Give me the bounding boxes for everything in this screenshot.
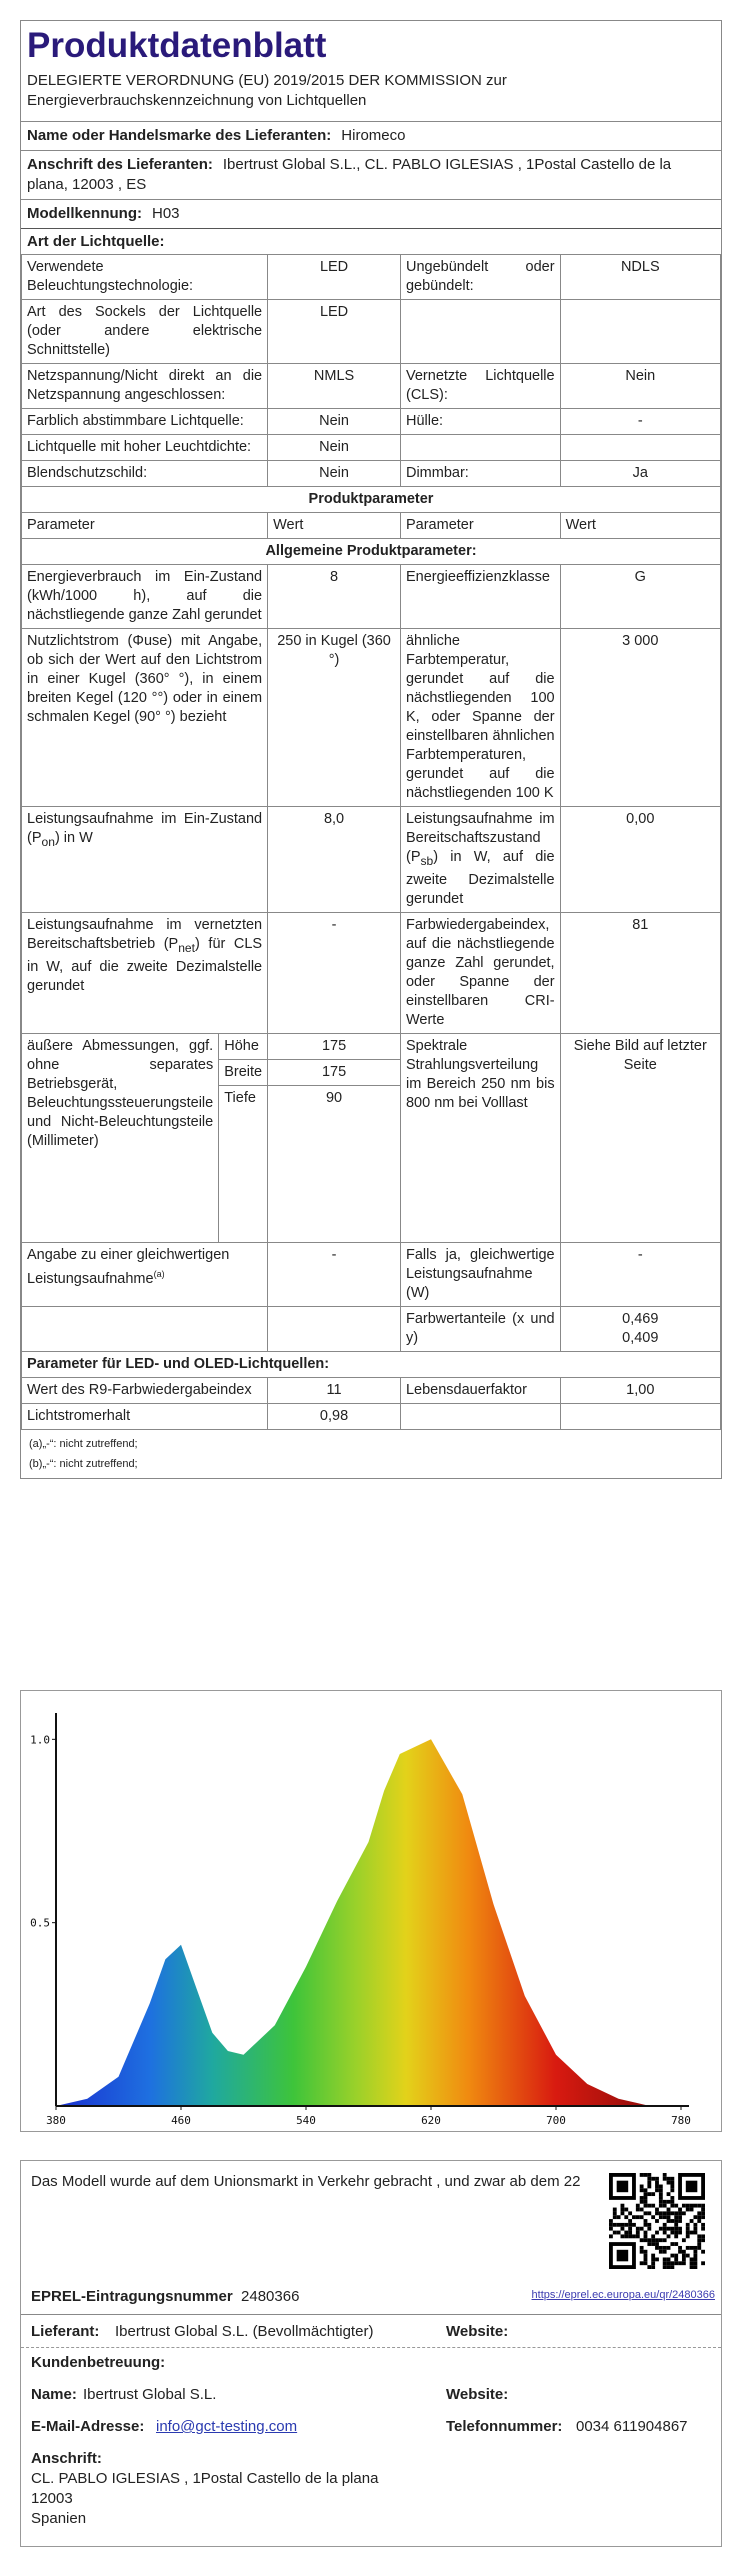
name-value: Ibertrust Global S.L. xyxy=(83,2386,217,2403)
param-value: 8,0 xyxy=(268,807,401,913)
param-value: 11 xyxy=(268,1377,401,1403)
param-label xyxy=(22,807,268,913)
param-label: Energieverbrauch im Ein-Zustand (kWh/1000 h), auf die nächstliegende ganze Zahl gerundet xyxy=(22,565,268,629)
table-row xyxy=(22,539,721,565)
x-tick-label: 700 xyxy=(546,2114,566,2127)
table-row xyxy=(22,1377,721,1403)
table-row xyxy=(22,461,721,487)
empty-cell xyxy=(268,1306,401,1351)
label-subscript: net xyxy=(178,940,196,955)
table-row xyxy=(22,1242,721,1306)
param-label: Netzspannung/Nicht direkt an die Netzspannung angeschlossen: xyxy=(22,364,268,409)
table-row xyxy=(22,409,721,435)
param-label: Farblich abstimmbare Lichtquelle: xyxy=(22,409,268,435)
regulation-subtitle: DELEGIERTE VERORDNUNG (EU) 2019/2015 DER KOMMISSION zur Energieverbrauchskennzeichnung von Lichtquellen xyxy=(27,72,507,109)
page-title: Produktdatenblatt xyxy=(27,26,327,65)
address-label: Anschrift: xyxy=(31,2450,102,2467)
depth-label: Tiefe xyxy=(224,1089,256,1106)
param-value xyxy=(560,435,720,461)
param-label: Vernetzte Lichtquelle (CLS): xyxy=(400,364,560,409)
param-label: ähnliche Farbtemperatur, gerundet auf die nächstliegenden 100 K, oder Spanne der einstellbaren ähnlichen Farbtemperaturen, gerundet auf die nächstliegenden 100 K xyxy=(400,629,560,807)
phone-value: 0034 611904867 xyxy=(576,2418,688,2435)
param-value: NMLS xyxy=(268,364,401,409)
param-label: Verwendete Beleuchtungstechnologie: xyxy=(22,255,268,300)
column-header: Wert xyxy=(560,513,720,539)
supplier-address-label: Anschrift des Lieferanten: xyxy=(27,156,213,173)
label-text: Leistungsaufnahme im Ein-Zustand (P xyxy=(27,811,263,846)
param-label xyxy=(400,807,560,913)
param-value: LED xyxy=(268,300,401,364)
param-value: Nein xyxy=(560,364,720,409)
label-text: Leistungsaufnahme im Bereitschaftszustand (P xyxy=(405,811,555,865)
dimensions-label: äußere Abmessungen, ggf. ohne separates Betriebsgerät, Beleuchtungssteuerungsteile und Nicht-Beleuchtungsteile (Millimeter) xyxy=(22,1034,219,1242)
param-value: Nein xyxy=(268,409,401,435)
supplier-address-value: Ibertrust Global S.L., CL. PABLO IGLESIAS , 1Postal Castello de la plana, 12003 , ES xyxy=(27,156,672,193)
x-tick-label: 380 xyxy=(46,2114,66,2127)
address-line: Spanien xyxy=(31,2510,87,2527)
param-value: 3 000 xyxy=(560,629,720,807)
param-value: Nein xyxy=(268,461,401,487)
supplier-value: Ibertrust Global S.L. (Bevollmächtigter) xyxy=(115,2323,374,2340)
table-row xyxy=(22,912,721,1033)
table-row xyxy=(22,255,721,300)
general-params-heading: Allgemeine Produktparameter: xyxy=(22,539,721,565)
param-label: Lebensdauerfaktor xyxy=(400,1377,560,1403)
label-text: Leistungsaufnahme im vernetzten Bereitschaftsbetrieb (P xyxy=(27,916,263,952)
param-value: - xyxy=(560,1242,720,1306)
registration-box xyxy=(20,2160,722,2547)
param-label: Blendschutzschild: xyxy=(22,461,268,487)
x-tick-label: 540 xyxy=(296,2114,316,2127)
x-tick-label: 460 xyxy=(171,2114,191,2127)
table-row xyxy=(22,1351,721,1377)
table-row xyxy=(22,364,721,409)
height-label: Höhe xyxy=(219,1034,267,1060)
supplier-label: Lieferant: xyxy=(31,2323,100,2340)
label-superscript: (a) xyxy=(153,1268,165,1279)
table-header-row xyxy=(22,513,721,539)
chromaticity-x: 0,469 xyxy=(622,1310,659,1327)
supplier-address-row xyxy=(21,150,721,199)
param-value: 8 xyxy=(268,565,401,629)
param-value: 1,00 xyxy=(560,1377,720,1403)
param-value: 81 xyxy=(560,912,720,1033)
label-subscript: on xyxy=(41,834,55,849)
param-label: Falls ja, gleichwertige Leistungsaufnahme (W) xyxy=(400,1242,560,1306)
param-label: Farbwiedergabeindex, auf die nächstliegende ganze Zahl gerundet, oder Spanne der einstellbaren CRI-Werte xyxy=(400,912,560,1033)
width-value: 175 xyxy=(268,1060,400,1086)
footnote: (b)„-“: nicht zutreffend; xyxy=(29,1457,138,1470)
supplier-name-value: Hiromeco xyxy=(341,127,406,144)
x-tick-label: 620 xyxy=(421,2114,441,2127)
table-row xyxy=(22,1403,721,1429)
product-datasheet xyxy=(20,20,722,1479)
chromaticity-y: 0,409 xyxy=(622,1329,659,1346)
label-text: ) für CLS in W, auf die zweite Dezimalstelle gerundet xyxy=(27,935,263,994)
product-params-heading: Produktparameter xyxy=(22,487,721,513)
width-label: Breite xyxy=(219,1059,267,1085)
label-text: Angabe zu einer gleichwertigen Leistungsaufnahme xyxy=(27,1246,230,1287)
label-text: ) in W, auf die zweite Dezimalstelle gerundet xyxy=(405,849,555,907)
website-label: Website: xyxy=(446,2323,509,2340)
email-label: E-Mail-Adresse: xyxy=(31,2418,145,2435)
table-row xyxy=(22,487,721,513)
table-row xyxy=(22,807,721,913)
footnote: (a)„-“: nicht zutreffend; xyxy=(29,1437,138,1450)
param-value: Ja xyxy=(560,461,720,487)
param-label: Art des Sockels der Lichtquelle (oder andere elektrische Schnittstelle) xyxy=(22,300,268,364)
supplier-name-row xyxy=(21,121,721,150)
param-value: G xyxy=(560,565,720,629)
param-value: LED xyxy=(268,255,401,300)
param-value: 250 in Kugel (360 °) xyxy=(268,629,401,807)
eprel-value: 2480366 xyxy=(241,2288,300,2305)
param-value xyxy=(560,1403,720,1429)
param-label xyxy=(22,912,268,1033)
y-tick-label: 0.5 xyxy=(30,1916,50,1930)
table-row xyxy=(22,565,721,629)
param-label: Hülle: xyxy=(400,409,560,435)
table-row xyxy=(22,1033,721,1242)
column-header: Parameter xyxy=(400,513,560,539)
param-value xyxy=(560,300,720,364)
param-label: Lichtstromerhalt xyxy=(22,1403,268,1429)
height-value: 175 xyxy=(268,1034,400,1060)
param-label xyxy=(400,1403,560,1429)
param-label: Ungebündelt oder gebündelt: xyxy=(400,255,560,300)
param-label xyxy=(22,1242,268,1306)
depth-value: 90 xyxy=(325,1089,343,1106)
param-label: Dimmbar: xyxy=(400,461,560,487)
param-label: Lichtquelle mit hoher Leuchtdichte: xyxy=(22,435,268,461)
spectrum-area xyxy=(56,1739,681,2106)
eprel-number xyxy=(31,2288,299,2305)
qr-code[interactable] xyxy=(609,2173,705,2269)
customer-service-heading: Kundenbetreuung: xyxy=(31,2354,166,2371)
led-params-heading: Parameter für LED- und OLED-Lichtquellen: xyxy=(22,1351,721,1377)
param-label: Spektrale Strahlungsverteilung im Bereich 250 nm bis 800 nm bei Volllast xyxy=(400,1033,560,1242)
address-line: 12003 xyxy=(31,2490,73,2507)
address-line: CL. PABLO IGLESIAS , 1Postal Castello de la plana xyxy=(31,2470,379,2487)
param-value: Nein xyxy=(268,435,401,461)
dimensions-cell xyxy=(22,1033,268,1242)
param-label xyxy=(400,435,560,461)
name-label: Name: xyxy=(31,2386,77,2403)
x-tick-label: 780 xyxy=(671,2114,691,2127)
spectral-distribution-chart xyxy=(20,1690,722,2132)
param-label: Energieeffizienzklasse xyxy=(400,565,560,629)
table-row xyxy=(22,629,721,807)
param-value xyxy=(560,1306,720,1351)
table-row xyxy=(22,1306,721,1351)
divider xyxy=(21,2347,721,2348)
dimensions-values-cell xyxy=(268,1033,401,1242)
param-label: Farbwertanteile (x und y) xyxy=(400,1306,560,1351)
empty-cell xyxy=(22,1306,268,1351)
dimensions-subtable xyxy=(22,1034,267,1242)
y-tick-label: 1.0 xyxy=(30,1733,50,1747)
param-label: Wert des R9-Farbwiedergabeindex xyxy=(22,1377,268,1403)
table-row xyxy=(22,300,721,364)
supplier-name-label: Name oder Handelsmarke des Lieferanten: xyxy=(27,127,332,144)
phone-label: Telefonnummer: xyxy=(446,2418,563,2435)
param-value: 0,00 xyxy=(560,807,720,913)
param-value: Siehe Bild auf letzter Seite xyxy=(560,1033,720,1242)
light-type-table xyxy=(21,254,721,1430)
param-value: NDLS xyxy=(560,255,720,300)
email-link[interactable]: info@gct-testing.com xyxy=(156,2418,298,2435)
market-text: Das Modell wurde auf dem Unionsmarkt in Verkehr gebracht , und zwar ab dem 22 xyxy=(31,2173,581,2190)
param-value: 0,98 xyxy=(268,1403,401,1429)
model-label: Modellkennung: xyxy=(27,205,142,222)
eprel-link[interactable]: https://eprel.ec.europa.eu/qr/2480366 xyxy=(531,2289,715,2301)
column-header: Parameter xyxy=(22,513,268,539)
website2-label: Website: xyxy=(446,2386,509,2403)
param-value: - xyxy=(268,912,401,1033)
model-row xyxy=(21,199,721,228)
eprel-label: EPREL-Eintragungsnummer xyxy=(31,2288,233,2305)
model-value: H03 xyxy=(152,205,180,222)
param-label xyxy=(400,300,560,364)
table-row xyxy=(22,435,721,461)
label-text: ) in W xyxy=(54,830,93,846)
light-type-heading: Art der Lichtquelle: xyxy=(21,228,721,254)
column-header: Wert xyxy=(268,513,401,539)
param-value: - xyxy=(560,409,720,435)
divider xyxy=(21,2314,721,2315)
param-value: - xyxy=(268,1242,401,1306)
label-subscript: sb xyxy=(420,853,434,868)
spectrum-svg xyxy=(21,1691,721,2131)
param-label: Nutzlichtstrom (Φuse) mit Angabe, ob sich der Wert auf den Lichtstrom in einer Kugel (360° °), in einem breiten Kegel (120 °°) oder in einem schmalen Kegel (90° °) bezieht xyxy=(22,629,268,807)
footnotes xyxy=(21,1430,721,1478)
